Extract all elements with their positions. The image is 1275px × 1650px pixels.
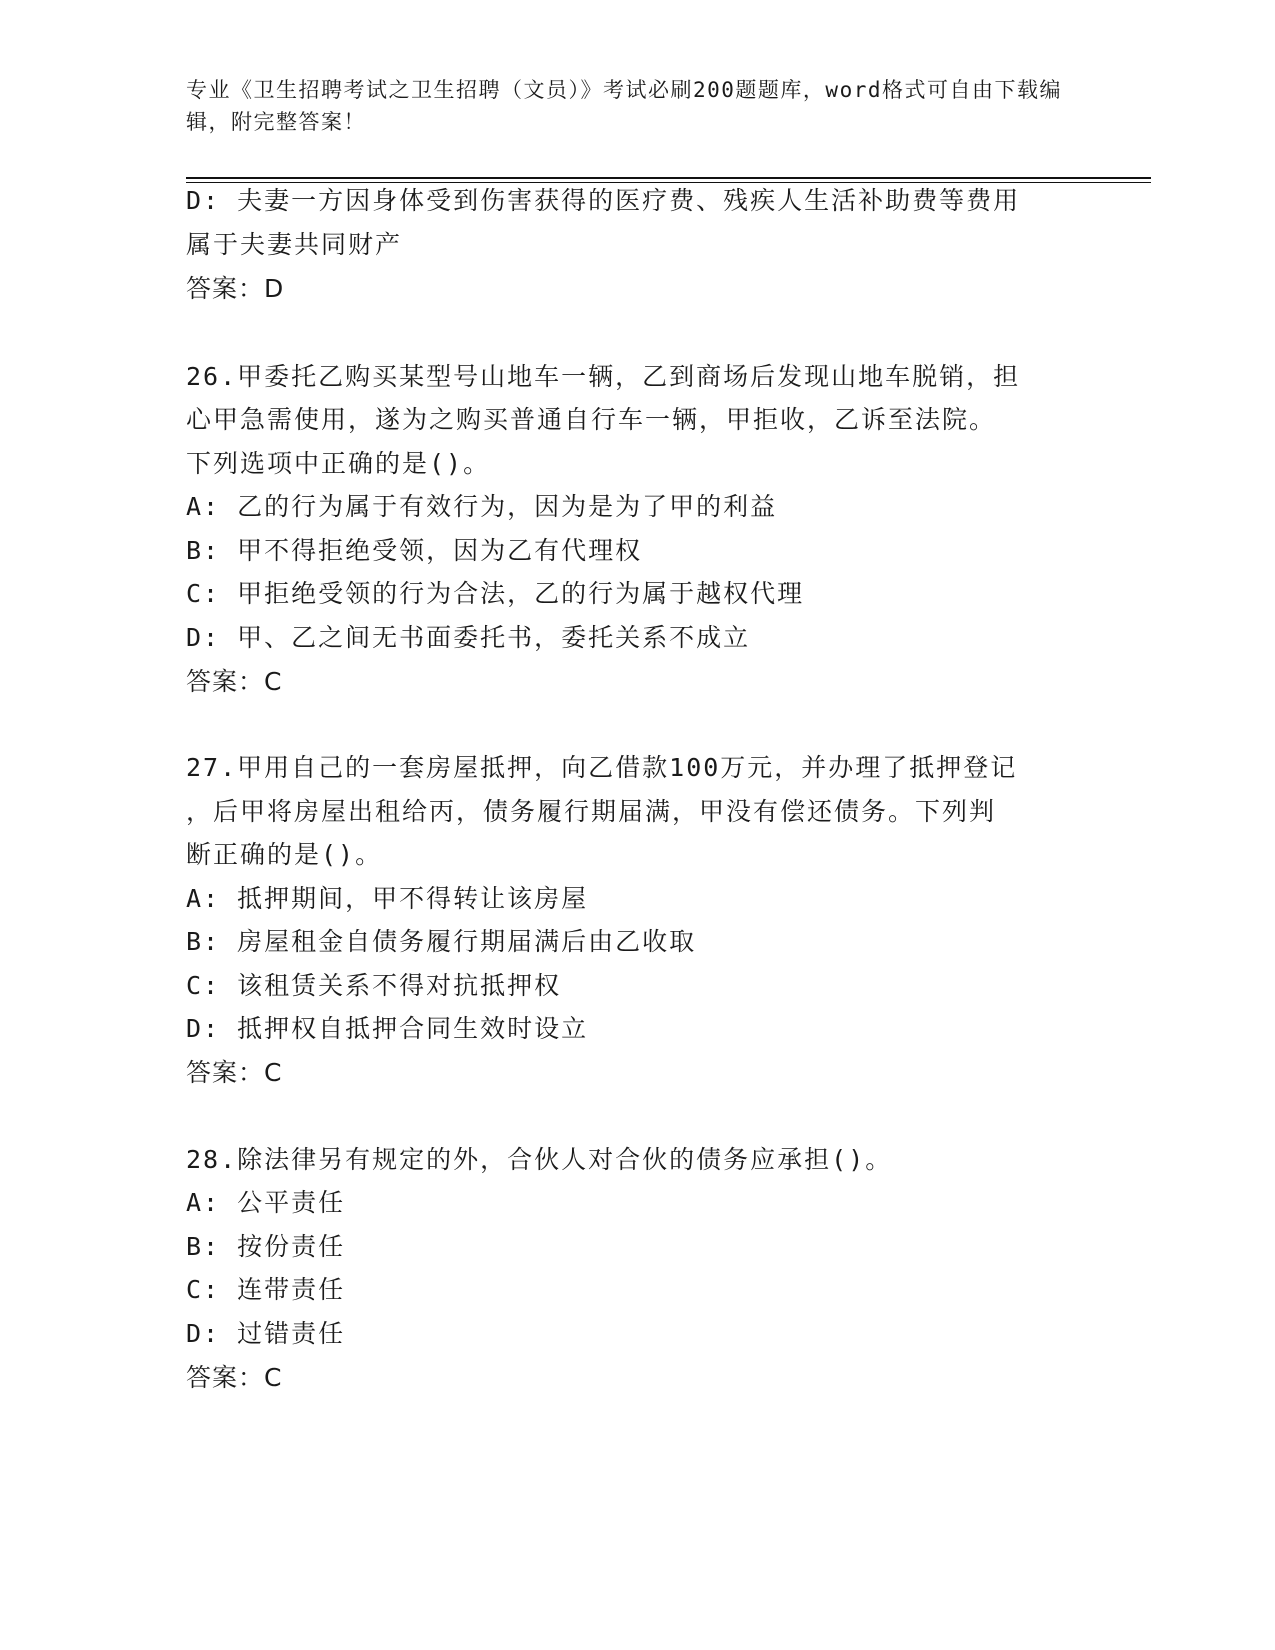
q28-option-d: D: 过错责任 bbox=[186, 1319, 346, 1348]
q26-stem-line1: 26.甲委托乙购买某型号山地车一辆，乙到商场后发现山地车脱销，担 bbox=[186, 362, 1021, 391]
q27-stem-line1: 27.甲用自己的一套房屋抵押，向乙借款100万元，并办理了抵押登记 bbox=[186, 753, 1018, 782]
document-header: 专业《卫生招聘考试之卫生招聘（文员）》考试必刷200题题库，word格式可自由下载编辑，附完整答案！ bbox=[186, 78, 1062, 134]
header-rule-thick bbox=[186, 177, 1151, 179]
q28-option-c: C: 连带责任 bbox=[186, 1275, 346, 1304]
q26-option-d: D: 甲、乙之间无书面委托书，委托关系不成立 bbox=[186, 623, 751, 652]
q26-answer: 答案：C bbox=[186, 667, 283, 696]
q26-option-c: C: 甲拒绝受领的行为合法，乙的行为属于越权代理 bbox=[186, 579, 805, 608]
prev-option-d-line1: D: 夫妻一方因身体受到伤害获得的医疗费、残疾人生活补助费等费用 bbox=[186, 186, 1021, 215]
q27-option-a: A: 抵押期间，甲不得转让该房屋 bbox=[186, 884, 589, 913]
q28-option-b: B: 按份责任 bbox=[186, 1232, 346, 1261]
q27-option-c: C: 该租赁关系不得对抗抵押权 bbox=[186, 971, 562, 1000]
q28-option-a: A: 公平责任 bbox=[186, 1188, 346, 1217]
q26-option-a: A: 乙的行为属于有效行为，因为是为了甲的利益 bbox=[186, 492, 778, 521]
q28-answer: 答案：C bbox=[186, 1363, 283, 1392]
prev-option-d-line2: 属于夫妻共同财产 bbox=[186, 230, 403, 259]
q26-stem-line3: 下列选项中正确的是()。 bbox=[186, 449, 491, 478]
header-rule-thin bbox=[186, 182, 1151, 183]
q26-option-b: B: 甲不得拒绝受领，因为乙有代理权 bbox=[186, 536, 643, 565]
q27-stem-line2: ，后甲将房屋出租给丙，债务履行期届满，甲没有偿还债务。下列判 bbox=[186, 797, 997, 826]
q28-stem-line1: 28.除法律另有规定的外，合伙人对合伙的债务应承担()。 bbox=[186, 1145, 893, 1174]
q27-option-d: D: 抵押权自抵押合同生效时设立 bbox=[186, 1014, 589, 1043]
q27-option-b: B: 房屋租金自债务履行期届满后由乙收取 bbox=[186, 927, 697, 956]
q27-stem-line3: 断正确的是()。 bbox=[186, 840, 383, 869]
q26-stem-line2: 心甲急需使用，遂为之购买普通自行车一辆，甲拒收，乙诉至法院。 bbox=[186, 405, 997, 434]
q27-answer: 答案：C bbox=[186, 1058, 283, 1087]
prev-answer: 答案：D bbox=[186, 274, 285, 303]
